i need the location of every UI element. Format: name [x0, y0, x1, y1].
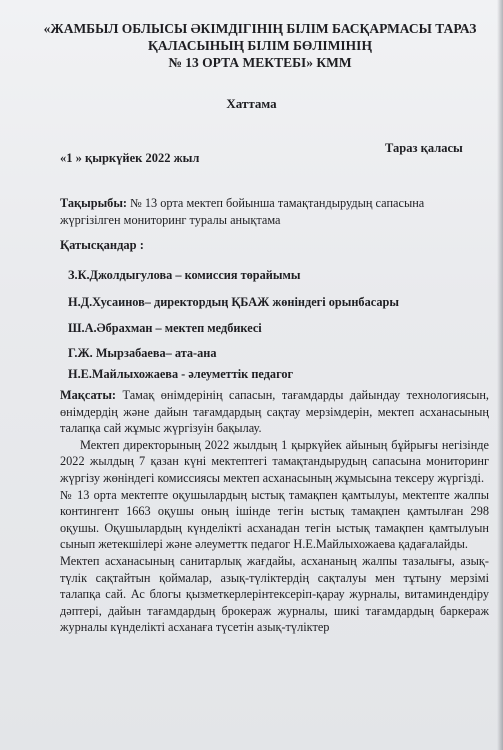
participant-1: З.К.Джолдыгулова – комиссия төрайымы	[68, 268, 301, 282]
document-title: Хаттама	[226, 96, 277, 111]
header-line-3: № 13 ОРТА МЕКТЕБІ» КММ	[168, 55, 352, 70]
topic	[60, 195, 480, 229]
goal-label: Мақсаты:	[60, 388, 117, 402]
organization-header	[40, 20, 480, 71]
participant-4: Г.Ж. Мырзабаева– ата-ана	[68, 346, 217, 360]
participant-2: Н.Д.Хусаинов– директордың ҚБАЖ жөніндегі орынбасары	[68, 295, 399, 309]
header-line-2: ҚАЛАСЫНЫҢ БІЛІМ БӨЛІМІНІҢ	[148, 38, 372, 53]
page-edge-shadow	[497, 0, 503, 750]
paragraph-3: Мектеп асханасының санитарлық жағдайы, асхананың жалпы тазалығы, азық-түлік сақтайтын қоймалар, азық-түліктердің сақталуы мен тұтыну мерзімі талапқа сай. Ас блогы қызметкерлерінтексеріп-қарау журналы, витаминдендіру дәптері, дайын тағамдардың брокераж журналы, шикі тағамдардың баркераж журналы күнделікті асханаға түсетін азық-түліктер	[60, 553, 489, 635]
header-line-1: «ЖАМБЫЛ ОБЛЫСЫ ӘКІМДІГІНІҢ БІЛІМ БАСҚАРМАСЫ ТАРАЗ	[43, 21, 477, 36]
document-body	[60, 387, 489, 636]
topic-text: № 13 орта мектеп бойынша тамақтандырудың сапасына жүргізілген мониторинг туралы анықтама	[60, 196, 425, 227]
goal-text: Тамақ өнімдерінің сапасын, тағамдарды дайындау технологиясын, өнімдердің және дайын тағамдардың сақтау мерзімдерін, мектеп асханасының талапқа сай жұмыс жүргізуін бақылау.	[60, 388, 489, 436]
paragraph-1: Мектеп директорының 2022 жылдың 1 қыркүйек айының бұйрығы негізінде 2022 жылдың 7 қазан күні мектептегі тамақтандырудың сапасына мониторинг жүргізу жөніндегі комиссиясы мектеп асханасының жұмысына тексеру жүргізді.	[60, 437, 489, 485]
paragraph-2: № 13 орта мектепте оқушылардың ыстық тамақпен қамтылуы, мектепте жалпы контингент 1663 оқушы оның ішінде тегін ыстық тамақпен қамтылған 298 оқушы. Оқушылардың күнделікті асханадан тегін ыстық тамақпен қамтылуын сынып жетекшілері және әлеуметтк педагог Н.Е.Майлыхожаева қадағалайды.	[60, 487, 489, 552]
goal-paragraph	[60, 387, 489, 437]
document-date: «1 » қыркүйек 2022 жыл	[60, 151, 200, 165]
participants-label: Қатысқандар :	[60, 238, 144, 252]
document-city: Тараз қаласы	[385, 141, 463, 155]
topic-label: Тақырыбы:	[60, 196, 128, 210]
participant-3: Ш.А.Әбрахман – мектеп медбикесі	[68, 321, 262, 335]
participant-5: Н.Е.Майлыхожаева - әлеуметтік педагог	[68, 367, 294, 381]
